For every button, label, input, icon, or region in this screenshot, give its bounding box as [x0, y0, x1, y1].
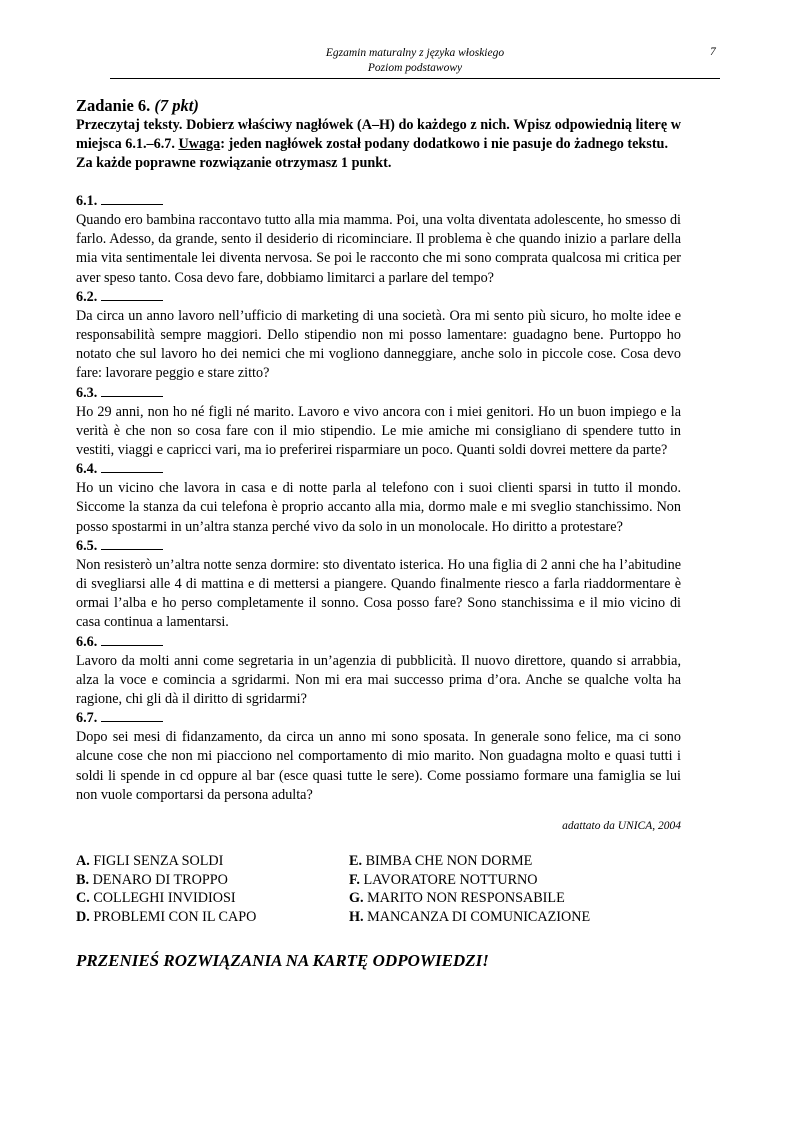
task-points: (7 pkt) — [154, 96, 199, 115]
answer-blank[interactable] — [101, 192, 163, 205]
list-item — [76, 384, 681, 461]
list-item — [76, 460, 681, 537]
item-text: Da circa un anno lavoro nell’ufficio di marketing di una società. Ora mi sento più sicuro, ho molte idee e responsabilità sempre maggiori. Dello stipendio non mi posso lamentare: guadagno bene. Purtoppo ho notato che sul lavoro ho dei nemici che mi vogliono danneggiare, anche solo in piccole cose. Cosa devo fare: lavorare peggio e stare zitto? — [76, 307, 681, 382]
item-text: Ho un vicino che lavora in casa e di notte parla al telefono con i suoi clienti sparsi in tutto il mondo. Siccome la stanza da cui telefona è proprio accanto alla mia, dormo male e mi sveglio stanchissimo. Non posso spostarmi in un’altra stanza perché vivo da solo in un monolocale. Ho diritto a protestare? — [76, 480, 681, 535]
option-letter: A. — [76, 853, 90, 870]
option-item — [76, 889, 349, 908]
option-text: MARITO NON RESPONSABILE — [367, 890, 565, 907]
item-number: 6.1. — [76, 193, 98, 209]
option-letter: H. — [349, 908, 364, 925]
instr-uwaga: Uwaga — [178, 136, 221, 152]
list-item — [76, 537, 681, 633]
item-text: Dopo sei mesi di fidanzamento, da circa un anno mi sono sposata. In generale sono felice, ma ci sono alcune cose che non mi piacciono nel comportamento di mio marito. Non guadagna molto e quasi tutti i soldi li spende in cd oppure al bar (esce quasi tutte le sere). Come possiamo formare una famiglia se lui non vuole comportarsi da persona adulta? — [76, 729, 681, 803]
header-line-level: Poziom podstawowy — [367, 62, 463, 74]
option-letter: G. — [349, 890, 364, 907]
list-item — [76, 192, 681, 288]
option-letter: F. — [349, 871, 360, 888]
item-number: 6.7. — [76, 710, 98, 727]
option-text: COLLEGHI INVIDIOSI — [93, 890, 236, 907]
item-number: 6.2. — [76, 288, 98, 305]
option-letter: E. — [349, 853, 363, 870]
list-item — [76, 633, 681, 710]
option-item — [76, 852, 349, 871]
transfer-answers-note: PRZENIEŚ ROZWIĄZANIA NA KARTĘ ODPOWIEDZI! — [76, 951, 489, 971]
option-text: FIGLI SENZA SOLDI — [93, 853, 224, 870]
options-column-right — [349, 852, 681, 926]
header-line-exam: Egzamin maturalny z języka włoskiego — [325, 47, 505, 59]
option-letter: C. — [76, 890, 90, 907]
header-title — [110, 46, 720, 76]
page-number: 7 — [710, 46, 716, 58]
answer-blank[interactable] — [101, 460, 163, 473]
option-text: DENARO DI TROPPO — [92, 871, 228, 888]
items-list — [76, 192, 681, 805]
item-number: 6.5. — [76, 537, 98, 554]
option-text: BIMBA CHE NON DORME — [365, 853, 533, 870]
answer-blank[interactable] — [101, 288, 163, 301]
option-letter: D. — [76, 908, 90, 925]
list-item — [76, 709, 681, 805]
task-title — [76, 96, 681, 116]
header-divider — [110, 78, 720, 79]
options-column-left — [76, 852, 349, 926]
task-instructions — [76, 116, 681, 154]
item-number: 6.4. — [76, 461, 98, 478]
option-item — [349, 889, 681, 908]
source-citation: adattato da UNICA, 2004 — [562, 820, 681, 833]
exam-page — [76, 46, 716, 972]
instr-part1: Przeczytaj teksty. Dobierz właściwy nagłówek (A–H) do każdego z nich. Wpisz odpowiednią literę w miejsca 6.1.–6.7. — [76, 117, 681, 152]
item-text: Lavoro da molti anni come segretaria in un’agenzia di pubblicità. Il nuovo direttore, quando si arrabbia, alza la voce e comincia a sgridarmi. Non mi era mai successo prima d’ora. Anche se qualche volta ha ragione, chi gli dà il diritto di sgridarmi? — [76, 652, 681, 708]
option-text: MANCANZA DI COMUNICAZIONE — [367, 908, 591, 925]
answer-blank[interactable] — [101, 633, 163, 646]
page-header — [76, 46, 716, 82]
item-number: 6.3. — [76, 384, 98, 401]
item-text: Ho 29 anni, non ho né figli né marito. Lavoro e vivo ancora con i miei genitori. Ho un buon impiego e la verità è che non so cosa fare con il mio stipendio. Le mie amiche mi consigliano di spendere tutto in vestiti, viaggi e capricci vari, ma io preferirei risparmiare un poco. Quanti soldi dovrei mettere da parte? — [76, 403, 681, 459]
task-title-text: Zadanie 6. — [76, 96, 151, 115]
option-text: PROBLEMI CON IL CAPO — [93, 908, 257, 925]
instr-part2: : jeden nagłówek został podany dodatkowo i nie pasuje do żadnego tekstu. — [220, 136, 668, 152]
task-scoring-note: Za każde poprawne rozwiązanie otrzymasz 1 punkt. — [76, 155, 392, 171]
answer-blank[interactable] — [101, 384, 163, 397]
option-text: LAVORATORE NOTTURNO — [363, 871, 538, 888]
item-text: Non resisterò un’altra notte senza dormire: sto diventato isterica. Ho una figlia di 2 anni che ha l’abitudine di svegliarsi alle 4 di mattina e di mettersi a piangere. Quando finalmente riesco a farla riaddormentare è ormai l’alba e ho perso completamente il sonno. Cosa posso fare? Sono stanchissima e il mio vicino di casa continua a lamentarsi. — [76, 556, 681, 631]
option-item — [349, 871, 681, 890]
option-letter: B. — [76, 871, 90, 888]
list-item — [76, 288, 681, 384]
headings-options — [76, 852, 681, 926]
answer-blank[interactable] — [101, 537, 163, 550]
answer-blank[interactable] — [101, 709, 163, 722]
option-item — [349, 908, 681, 927]
item-number: 6.6. — [76, 633, 98, 650]
option-item — [76, 871, 349, 890]
option-item — [76, 908, 349, 927]
option-item — [349, 852, 681, 871]
item-text: Quando ero bambina raccontavo tutto alla mia mamma. Poi, una volta diventata adolescente, ho smesso di farlo. Adesso, da grande, sento il desiderio di ricominciare. Il problema è che quando inizio a parlare della mia vita sentimentale lei diventa nervosa. Se poi le racconto che mi sono comprata qualcosa mi critica per aver speso tanto. Cosa devo fare, dobbiamo limitarci a parlare del tempo? — [76, 212, 681, 286]
